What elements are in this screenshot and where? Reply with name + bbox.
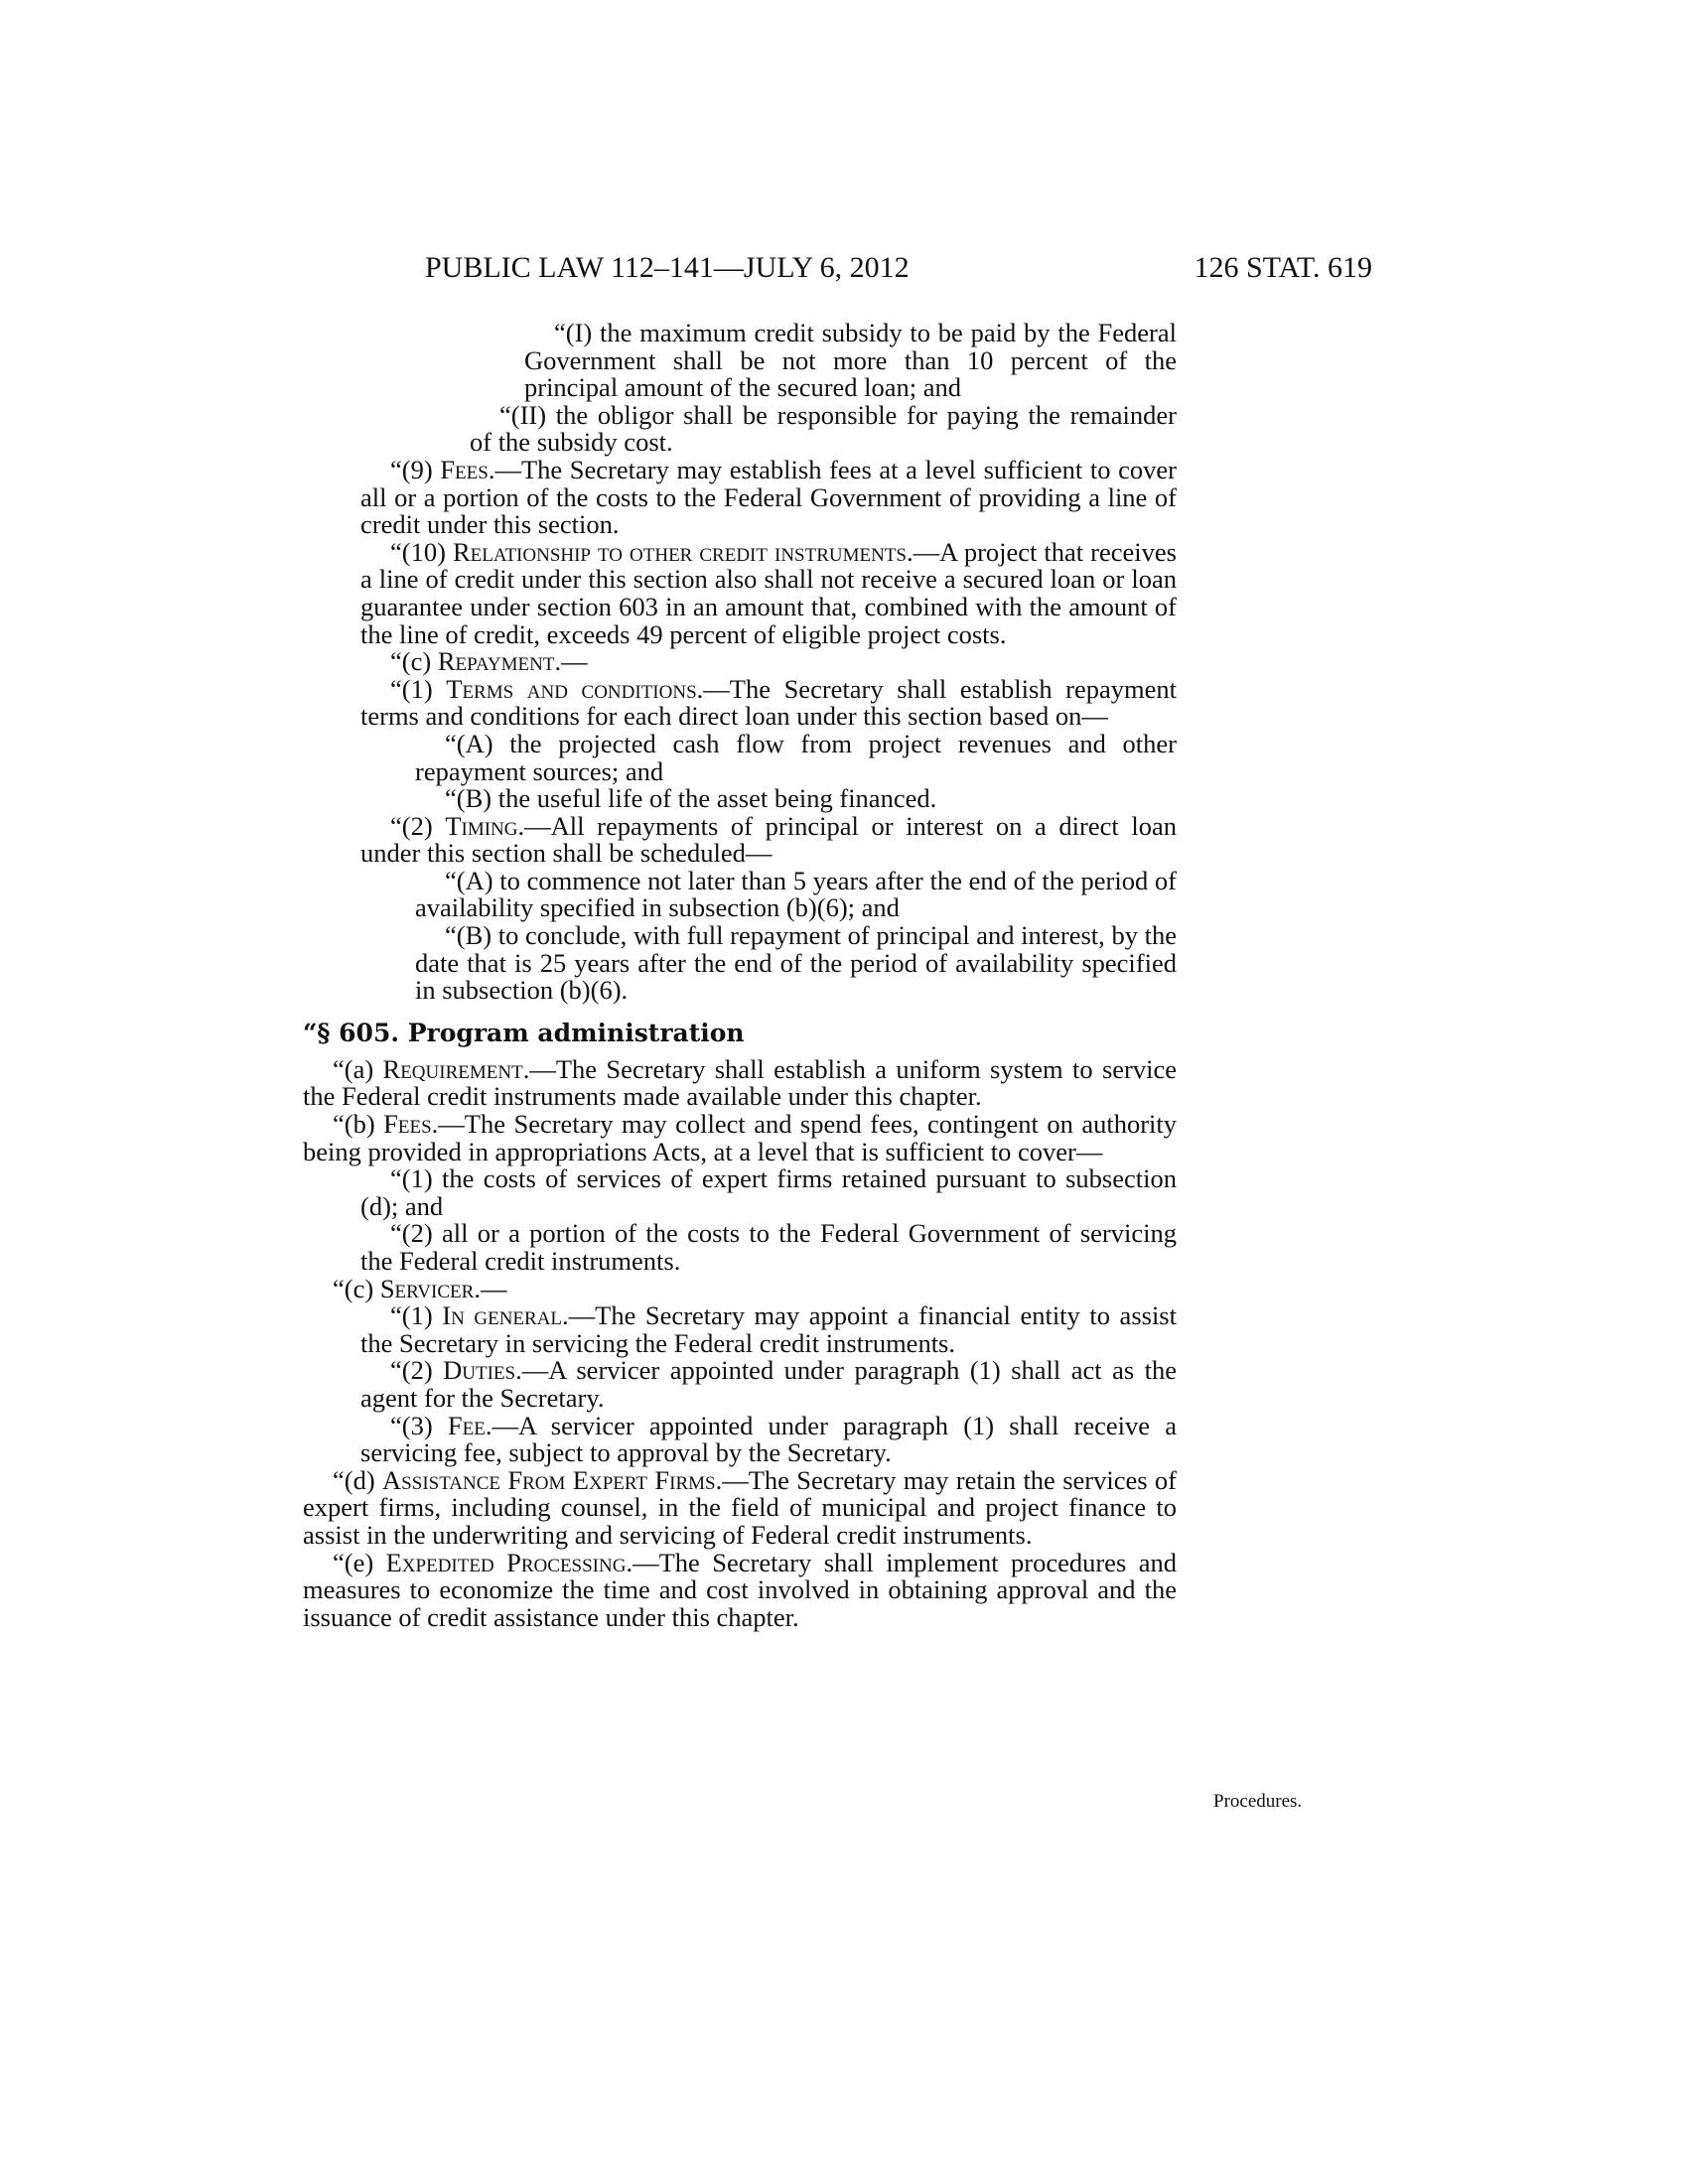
clause-II: “(II) the obligor shall be responsible for paying the remainder of the subsidy cost. xyxy=(470,399,1177,458)
paragraph-heading: Duties xyxy=(443,1355,516,1386)
subsection-d: “(d) Assistance From Expert Firms.—The Secretary may retain the services of expert firms, including counsel, in the field of municipal and project finance to assist in the underwriting and servicing of Federal credit instruments. xyxy=(303,1464,1177,1550)
clause-I: “(I) the maximum credit subsidy to be paid by the Federal Government shall be not more than 10 percent of the principal amount of the secured loan; and xyxy=(524,318,1177,403)
paragraph-servicer-2: “(2) Duties.—A servicer appointed under paragraph (1) shall act as the agent for the Secretary. xyxy=(360,1355,1178,1413)
paragraph-heading: Relationship to other credit instruments xyxy=(452,536,908,567)
subsection-heading: Repayment xyxy=(437,646,555,677)
subparagraph-c1B: “(B) the useful life of the asset being financed. xyxy=(445,783,937,814)
paragraph-10: “(10) Relationship to other credit instruments.—A project that receives a line of credit under this section also shall not receive a secured loan or loan guarantee under section 603 in an amount that, combined with the amount of the line of credit, exceeds 49 percent of eligible project costs. xyxy=(360,536,1177,649)
paragraph-c2: “(2) Timing.—All repayments of principal or interest on a direct loan under this section shall be scheduled— xyxy=(360,810,1177,869)
public-law-title: PUBLIC LAW 112–141—JULY 6, 2012 xyxy=(425,251,910,284)
paragraph-heading: Fee xyxy=(447,1410,486,1440)
paragraph-servicer-1: “(1) In general.—The Secretary may appoint a financial entity to assist the Secretary in servicing the Federal credit instruments. xyxy=(360,1300,1177,1358)
paragraph-heading: Fees xyxy=(440,454,489,484)
subsection-c-repayment: “(c) Repayment.— xyxy=(390,646,588,677)
subparagraph-c1A: “(A) the projected cash flow from project revenues and other repayment sources; and xyxy=(415,728,1177,786)
subsection-b: “(b) Fees.—The Secretary may collect and spend fees, contingent on authority being provided in appropriations Acts, at a level that is sufficient to cover— xyxy=(303,1109,1177,1166)
statute-page-number: 126 STAT. 619 xyxy=(1194,251,1372,284)
paragraph-c1: “(1) Terms and conditions.—The Secretary shall establish repayment terms and conditions for each direct loan under this section based on— xyxy=(360,673,1178,732)
subsection-a: “(a) Requirement.—The Secretary shall establish a uniform system to service the Federal credit instruments made available under this chapter. xyxy=(303,1053,1177,1112)
subparagraph-c2A: “(A) to commence not later than 5 years after the end of the period of availability specified in subsection (b)(6); and xyxy=(415,865,1177,923)
paragraph-heading: In general xyxy=(442,1300,563,1331)
paragraph-heading: Terms and conditions xyxy=(446,673,697,704)
paragraph-b2: “(2) all or a portion of the costs to the Federal Government of servicing the Federal credit instruments. xyxy=(360,1218,1177,1276)
subsection-heading: Requirement xyxy=(382,1053,523,1084)
subsection-heading: Fees xyxy=(383,1109,432,1140)
paragraph-servicer-3: “(3) Fee.—A servicer appointed under paragraph (1) shall receive a servicing fee, subject to approval by the Secretary. xyxy=(360,1410,1177,1468)
subsection-c-servicer: “(c) Servicer.— xyxy=(333,1273,507,1303)
margin-note: Procedures. xyxy=(1213,1791,1303,1812)
statute-body xyxy=(303,320,1177,1631)
paragraph-9: “(9) Fees.—The Secretary may establish fees at a level sufficient to cover all or a portion of the costs to the Federal Government of providing a line of credit under this section. xyxy=(360,454,1177,540)
subsection-heading: Servicer xyxy=(379,1273,475,1303)
running-head xyxy=(0,248,1688,288)
paragraph-b1: “(1) the costs of services of expert firms retained pursuant to subsection (d); and xyxy=(360,1163,1177,1221)
paragraph-heading: Timing xyxy=(445,810,518,841)
subsection-heading: Expedited Processing xyxy=(385,1547,627,1577)
section-605-heading: “§ 605. Program administration xyxy=(303,1018,745,1047)
subparagraph-c2B: “(B) to conclude, with full repayment of principal and interest, by the date that is 25 years after the end of the period of availability specified in subsection (b)(6). xyxy=(415,920,1177,1006)
subsection-heading: Assistance From Expert Firms xyxy=(382,1464,716,1495)
subsection-e: “(e) Expedited Processing.—The Secretary shall implement procedures and measures to economize the time and cost involved in obtaining approval and the issuance of credit assistance under this chapter. xyxy=(303,1547,1177,1632)
